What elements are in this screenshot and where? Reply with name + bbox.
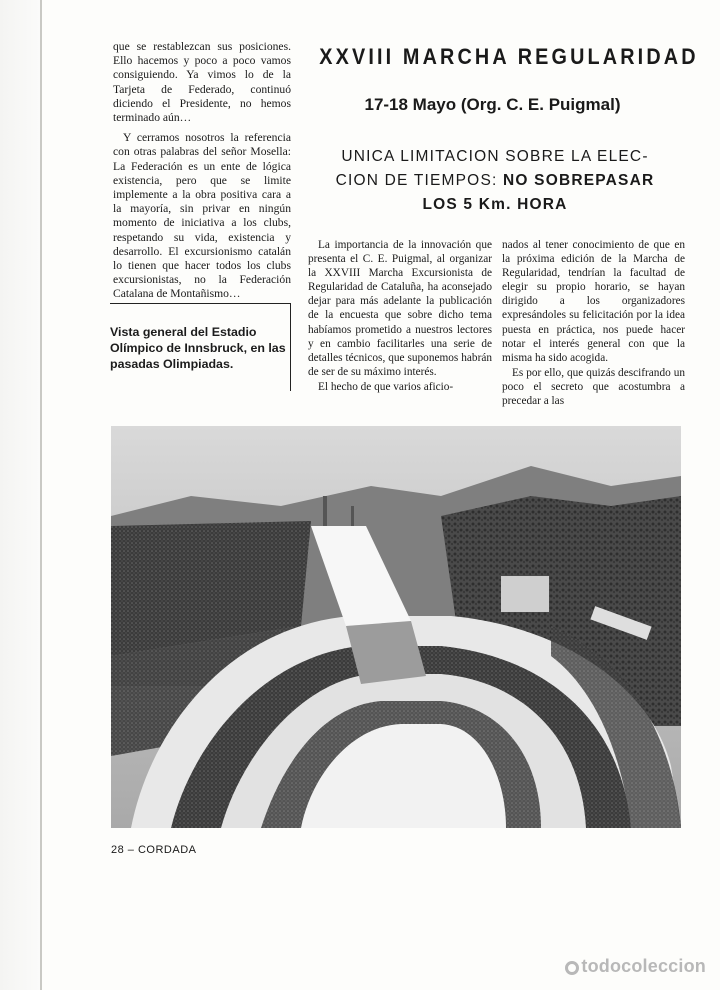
article-title: XXVIII MARCHA REGULARIDAD: [319, 44, 699, 69]
watermark-logo-icon: [565, 961, 579, 975]
article-headline: [305, 145, 685, 217]
caption-divider: [290, 303, 291, 391]
article-column-a: [308, 238, 492, 395]
left-paragraph-2: Y cerramos nosotros la referencia con otras palabras del señor Mosella: La Federación es un ente de lógica existencia, pero que se limite implemente a la obra positiva cara a la mayoría, sin privar en ningún momento de iniciativa a los clubs, respetando su vida, existencia y desarrollo. El excursionismo catalán lo tienen que hacer todos los clubs excursionistas, no la Federación Catalana de Montañismo…: [113, 131, 291, 301]
article-subtitle: 17-18 Mayo (Org. C. E. Puigmal): [364, 95, 621, 114]
watermark-text: todocoleccion: [581, 956, 706, 976]
stadium-photo-illustration: [111, 426, 681, 828]
stadium-photo: [111, 426, 681, 828]
article-a-paragraph-2: El hecho de que varios aficio-: [318, 380, 454, 393]
article-a-paragraph-1: La importancia de la innovación que presenta el C. E. Puigmal, al organizar la XXVIII Marcha Excursionista de Regularidad de Cataluña, ha aconsejado dejar para más adelante la publicación de la encuesta que sobre dicho tema habíamos prometido a nuestros lectores y en cambio facilitarles una serie de detalles técnicos, que suponemos habrán de ser de su máximo interés.: [308, 239, 492, 378]
left-column: [113, 40, 291, 308]
photo-caption-box: [110, 303, 290, 372]
left-paragraph-1: que se restablezcan sus posiciones. Ello hacemos y poco a poco vamos consiguiendo. Ya vimos lo de la Tarjeta de Federado, continuó diciendo el Presidente, no hemos terminado aún…: [113, 40, 291, 125]
page-margin: [0, 0, 40, 990]
headline-line-1: UNICA LIMITACION SOBRE LA ELEC-: [341, 148, 649, 165]
article-b-paragraph-2: Es por ello, que quizás descifrando un poco el secreto que acostumbra a precedar a las: [502, 366, 685, 408]
headline-line-2-bold: NO SOBREPASAR: [503, 172, 655, 189]
headline-line-2-normal: CION DE TIEMPOS:: [335, 172, 503, 189]
article-column-b: [502, 238, 685, 409]
page-footer: 28 – CORDADA: [111, 844, 197, 856]
watermark: [565, 956, 706, 977]
article-b-paragraph-1: nados al tener conocimiento de que en la próxima edición de la Marcha de Regularidad, tendrían la facultad de elegir su propio horario, se hayan dirigido a los organizadores expresándoles su felicitación por la idea puesta en práctica, nos puede hacer notar el interés general con que la misma ha sido acogida.: [502, 239, 685, 364]
headline-line-3: LOS 5 Km. HORA: [422, 196, 568, 213]
photo-caption: Vista general del Estadio Olímpico de Innsbruck, en las pasadas Olimpiadas.: [110, 325, 286, 371]
headline-line-2: [305, 169, 685, 193]
binding-edge: [40, 0, 42, 990]
